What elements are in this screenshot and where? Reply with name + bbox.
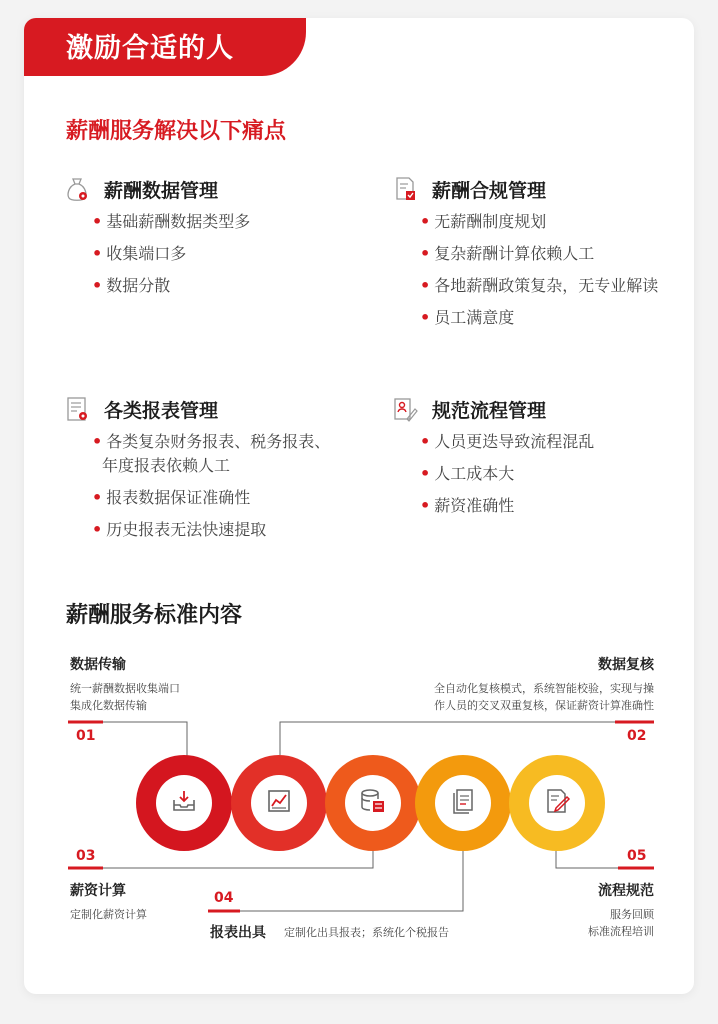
step-desc-05: 服务回顾 标准流程培训 — [588, 908, 654, 938]
list-item: • 人员更迭导致流程混乱 — [420, 432, 595, 451]
content-card — [24, 18, 694, 994]
step-circle-04 — [415, 755, 511, 851]
step-circle-03 — [325, 755, 421, 851]
step-label-04: 报表出具 — [210, 925, 266, 941]
step-label-01: 数据传输 — [70, 657, 126, 673]
hero-title: 激励合适的人 — [66, 33, 234, 64]
step-label-02: 数据复核 — [598, 657, 654, 673]
step-number-05: 05 — [627, 848, 647, 864]
step-desc-02: 全自动化复核模式，系统智能校验，实现与操 作人员的交叉双重复核，保证薪资计算准确性 — [434, 682, 654, 712]
step-circle-01 — [136, 755, 232, 851]
list-item: • 薪资准确性 — [420, 496, 515, 515]
edit-document-icon — [542, 786, 572, 820]
step-number-01: 01 — [76, 728, 96, 744]
step-number-04: 04 — [214, 890, 234, 906]
pain-points-title: 薪酬服务解决以下痛点 — [66, 119, 287, 144]
block-title: 规范流程管理 — [432, 399, 547, 422]
calculator-coins-icon — [358, 786, 388, 820]
step-number-03: 03 — [76, 848, 96, 864]
list-item: • 无薪酬制度规划 — [420, 212, 547, 231]
step-circle-05 — [509, 755, 605, 851]
list-item: • 基础薪酬数据类型多 — [92, 212, 251, 231]
block-title: 薪酬合规管理 — [432, 179, 547, 202]
step-number-02: 02 — [627, 728, 647, 744]
list-item: • 各类复杂财务报表、税务报表、年度报表依赖人工 — [92, 432, 331, 475]
list-item: • 员工满意度 — [420, 308, 515, 327]
standard-content-title: 薪酬服务标准内容 — [66, 603, 243, 628]
list-item: • 人工成本大 — [420, 464, 515, 483]
step-desc-01: 统一薪酬数据收集端口 集成化数据传输 — [70, 682, 180, 712]
list-item: • 报表数据保证准确性 — [92, 488, 251, 507]
block-title: 各类报表管理 — [104, 399, 219, 422]
report-stack-icon — [448, 786, 478, 820]
list-item: • 各地薪酬政策复杂，无专业解读 — [420, 276, 659, 295]
inbox-download-icon — [169, 786, 199, 820]
step-label-05: 流程规范 — [598, 883, 654, 899]
step-desc-04: 定制化出具报表；系统化个税报告 — [284, 926, 449, 939]
list-item: • 数据分散 — [92, 276, 171, 295]
list-item: • 复杂薪酬计算依赖人工 — [420, 244, 595, 263]
block-title: 薪酬数据管理 — [104, 179, 219, 202]
list-item: • 历史报表无法快速提取 — [92, 520, 267, 539]
step-label-03: 薪资计算 — [70, 883, 126, 899]
step-circle-02 — [231, 755, 327, 851]
chart-check-icon — [264, 786, 294, 820]
list-item: • 收集端口多 — [92, 244, 187, 263]
step-desc-03: 定制化薪资计算 — [70, 908, 147, 921]
